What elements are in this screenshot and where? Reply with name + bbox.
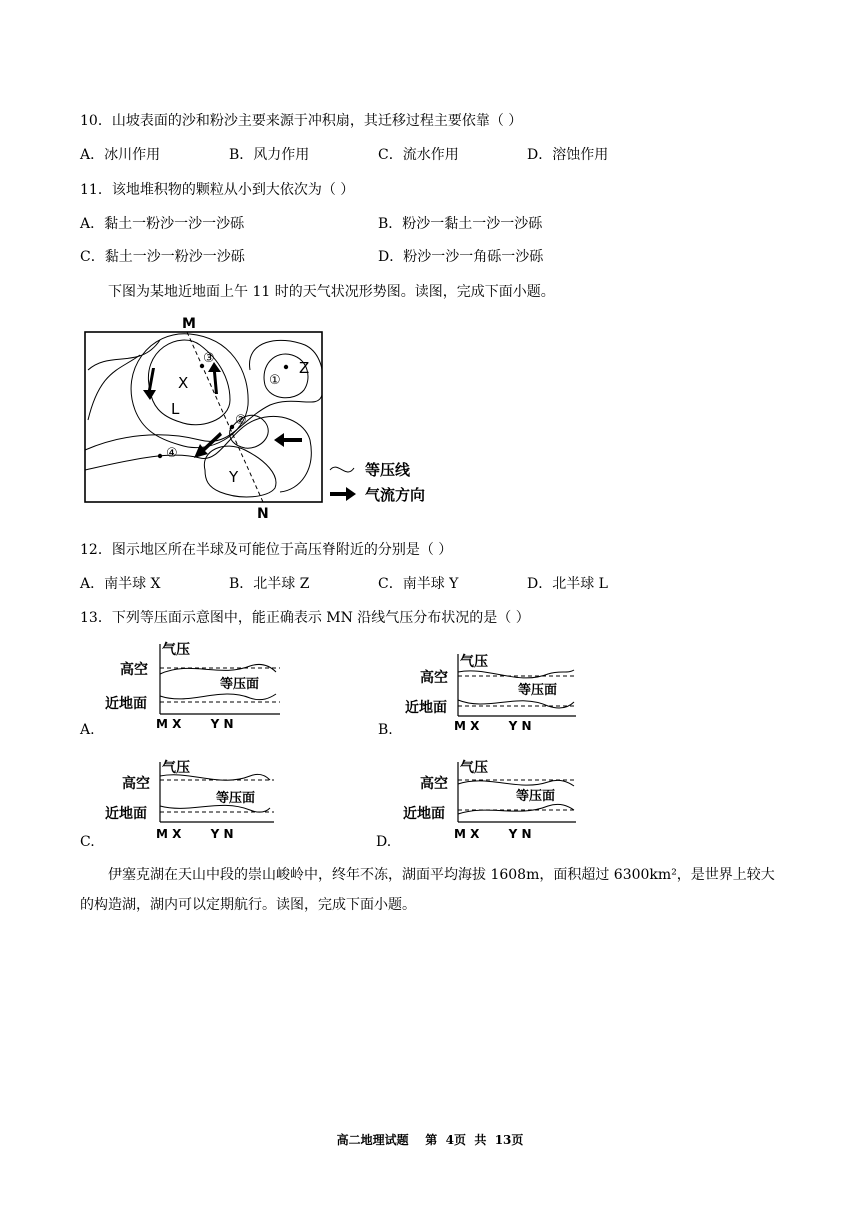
label-point-4: ④ xyxy=(166,446,178,461)
label-axis: M X Y N xyxy=(156,717,234,728)
q11-option-b: B．粉沙一黏土一沙一沙砾 xyxy=(378,216,543,232)
label-axis: M X Y N xyxy=(454,719,532,732)
label-jindimian: 近地面 xyxy=(405,700,447,716)
q13-stem: 13．下列等压面示意图中，能正确表示 MN 沿线气压分布状况的是（ ） xyxy=(80,610,530,626)
point-2-dot xyxy=(230,425,234,429)
isobar-diagram-a xyxy=(100,636,300,728)
label-point-1: ① xyxy=(269,373,281,388)
legend-isobar-label: 等压线 xyxy=(365,461,411,479)
label-qiya: 气压 xyxy=(460,654,488,670)
intro-weather-map: 下图为某地近地面上午 11 时的天气状况形势图。读图，完成下面小题。 xyxy=(108,284,555,300)
q10-option-c: C．流水作用 xyxy=(378,147,459,163)
isobar-diagram-d xyxy=(400,756,600,848)
q12-option-d: D．北半球 L xyxy=(527,576,608,592)
label-jindimian: 近地面 xyxy=(105,696,147,712)
q10-stem: 10．山坡表面的沙和粉沙主要来源于冲积扇，其迁移过程主要依靠（ ） xyxy=(80,113,523,129)
q10-option-a: A．冰川作用 xyxy=(80,147,161,163)
intro-issyk-kul: 伊塞克湖在天山中段的崇山峻岭中，终年不冻，湖面平均海拔 1608m，面积超过 6300km²，是世界上较大的构造湖，湖内可以定期航行。读图，完成下面小题。 xyxy=(80,867,775,913)
q12-option-c: C．南半球 Y xyxy=(378,576,459,592)
label-jindimian: 近地面 xyxy=(105,806,147,822)
q12-option-b: B．北半球 Z xyxy=(229,576,310,592)
page-footer: 高二地理试题 第 4页 共 13页 xyxy=(336,1133,524,1147)
q12-option-a: A．南半球 X xyxy=(80,576,161,592)
q13-option-b: B. xyxy=(378,722,393,738)
legend-isobar-icon xyxy=(330,467,354,472)
label-z: Z xyxy=(299,359,310,377)
label-point-2: ② xyxy=(235,413,247,428)
label-dengyamian: 等压面 xyxy=(518,683,558,698)
q12-stem: 12．图示地区所在半球及可能位于高压脊附近的分别是（ ） xyxy=(80,542,453,558)
label-x: X xyxy=(178,374,189,392)
isobar-line xyxy=(148,340,230,425)
label-qiya: 气压 xyxy=(162,760,190,776)
airflow-arrow xyxy=(143,368,156,400)
airflow-arrow xyxy=(208,362,221,394)
airflow-arrow xyxy=(274,433,302,447)
isobar-diagram-c xyxy=(100,756,300,848)
label-qiya: 气压 xyxy=(460,760,488,776)
legend-airflow-icon xyxy=(330,487,356,501)
label-jindimian: 近地面 xyxy=(403,806,445,822)
label-qiya: 气压 xyxy=(162,642,190,658)
label-l: L xyxy=(171,400,180,418)
isobar-line xyxy=(204,446,276,497)
q11-stem: 11．该地堆积物的颗粒从小到大依次为（ ） xyxy=(80,182,355,198)
label-y: Y xyxy=(229,468,239,486)
point-4-dot xyxy=(158,454,162,458)
label-axis: M X Y N xyxy=(156,827,234,841)
q13-option-c: C. xyxy=(80,834,95,850)
label-m: M xyxy=(182,316,196,332)
q11-option-d: D．粉沙一沙一角砾一沙砾 xyxy=(378,249,544,265)
q11-option-a: A．黏土一粉沙一沙一沙砾 xyxy=(80,216,245,232)
point-z-dot xyxy=(284,365,288,369)
label-axis: M X Y N xyxy=(454,827,532,841)
label-n: N xyxy=(257,506,269,522)
weather-map-figure xyxy=(80,310,460,522)
isobar-diagram-b xyxy=(402,650,602,732)
label-dengyamian: 等压面 xyxy=(220,677,260,692)
label-gaokong: 高空 xyxy=(120,662,148,678)
label-gaokong: 高空 xyxy=(420,776,448,792)
label-dengyamian: 等压面 xyxy=(216,791,256,806)
label-gaokong: 高空 xyxy=(420,670,448,686)
q13-option-a: A. xyxy=(80,722,95,738)
q10-option-b: B．风力作用 xyxy=(229,147,310,163)
legend-airflow-label: 气流方向 xyxy=(365,486,426,504)
label-point-3: ③ xyxy=(203,351,215,366)
q11-option-c: C．黏土一沙一粉沙一沙砾 xyxy=(80,249,245,265)
label-gaokong: 高空 xyxy=(122,776,150,792)
q13-option-d: D. xyxy=(376,834,392,850)
q10-option-d: D．溶蚀作用 xyxy=(527,147,609,163)
label-dengyamian: 等压面 xyxy=(516,789,556,804)
